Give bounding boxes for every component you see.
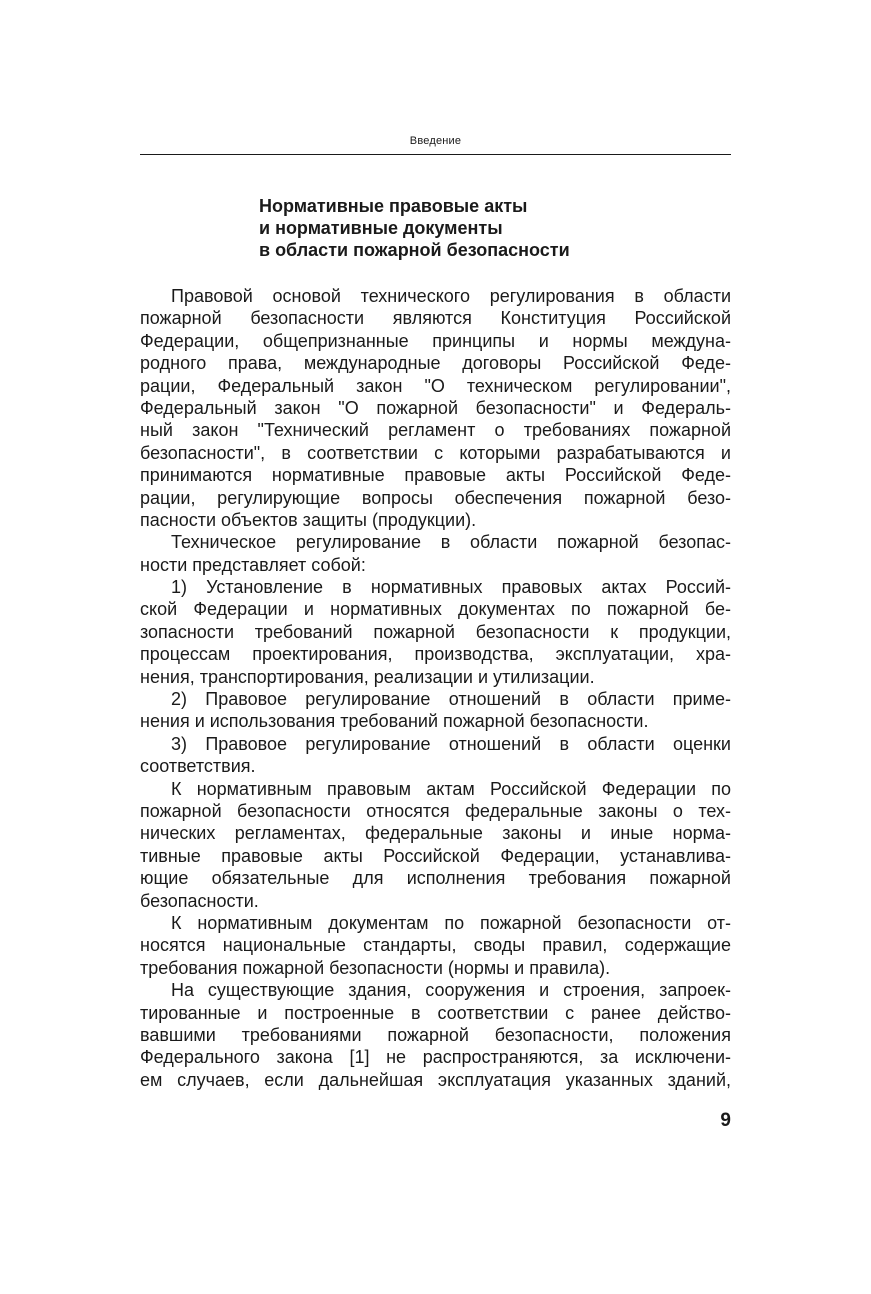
text-line: требования пожарной безопасности (нормы и правила). [140, 957, 611, 978]
text-line: пожарной безопасности относятся федеральные законы о тех- [140, 800, 731, 821]
paragraph [140, 285, 731, 531]
text-line: вавшими требованиями пожарной безопасности, положения [140, 1024, 731, 1045]
paragraph [140, 979, 731, 1091]
text-line: родного права, международные договоры Российской Феде- [140, 353, 731, 374]
text-line: тивные правовые акты Российской Федерации, устанавлива- [140, 845, 731, 866]
text-line: носятся национальные стандарты, своды правил, содержащие [140, 935, 731, 956]
text-line: нения и использования требований пожарной безопасности. [140, 711, 649, 732]
text-line: К нормативным правовым актам Российской Федерации по [171, 778, 731, 799]
text-line: На существующие здания, сооружения и строения, запроек- [171, 980, 731, 1001]
text-line: рации, регулирующие вопросы обеспечения пожарной безо- [140, 487, 731, 508]
list-item [140, 733, 731, 778]
text-line: безопасности", в соответствии с которыми разрабатываются и [140, 442, 731, 463]
section-title [259, 195, 699, 261]
section-title-line: и нормативные документы [259, 218, 503, 238]
text-line: принимаются нормативные правовые акты Российской Феде- [140, 465, 731, 486]
text-line: нических регламентах, федеральные законы и иные норма- [140, 823, 731, 844]
text-line: Правовой основой технического регулирования в области [171, 286, 731, 306]
text-line: 3) Правовое регулирование отношений в области оценки [171, 733, 731, 754]
list-item [140, 688, 731, 733]
text-line: соответствия. [140, 756, 256, 777]
text-line: зопасности требований пожарной безопасности к продукции, [140, 621, 731, 642]
section-title-line: Нормативные правовые акты [259, 196, 528, 216]
text-line: нения, транспортирования, реализации и утилизации. [140, 666, 595, 687]
text-line: тированные и построенные в соответствии с ранее действо- [140, 1002, 731, 1023]
running-head: Введение [409, 135, 462, 147]
text-line: пожарной безопасности являются Конституция Российской [140, 308, 731, 329]
text-line: Федерального закона [1] не распространяются, за исключени- [140, 1047, 731, 1068]
section-title-line: в области пожарной безопасности [259, 240, 570, 260]
text-line: пасности объектов защиты (продукции). [140, 509, 477, 530]
list-item [140, 576, 731, 688]
text-line: 2) Правовое регулирование отношений в области приме- [171, 689, 731, 710]
text-line: ской Федерации и нормативных документах по пожарной бе- [140, 599, 731, 620]
paragraph [140, 912, 731, 979]
text-line: Федеральный закон "О пожарной безопасности" и Федераль- [140, 397, 731, 418]
text-line: Техническое регулирование в области пожарной безопас- [171, 532, 731, 553]
body-text [140, 285, 731, 1091]
text-line: ный закон "Технический регламент о требованиях пожарной [140, 420, 731, 441]
text-line: Федерации, общепризнанные принципы и нормы междуна- [140, 330, 731, 351]
text-line: ности представляет собой: [140, 554, 366, 575]
text-line: 1) Установление в нормативных правовых актах Россий- [171, 577, 731, 598]
text-line: рации, Федеральный закон "О техническом регулировании", [140, 375, 731, 396]
paragraph [140, 778, 731, 912]
text-line: ем случаев, если дальнейшая эксплуатация указанных зданий, [140, 1069, 731, 1090]
text-line: процессам проектирования, производства, эксплуатации, хра- [140, 644, 731, 665]
page-number: 9 [720, 1110, 731, 1131]
text-line: К нормативным документам по пожарной безопасности от- [171, 912, 731, 933]
header-rule [140, 154, 731, 155]
text-line: безопасности. [140, 890, 259, 911]
text-line: ющие обязательные для исполнения требования пожарной [140, 868, 731, 889]
paragraph [140, 531, 731, 576]
